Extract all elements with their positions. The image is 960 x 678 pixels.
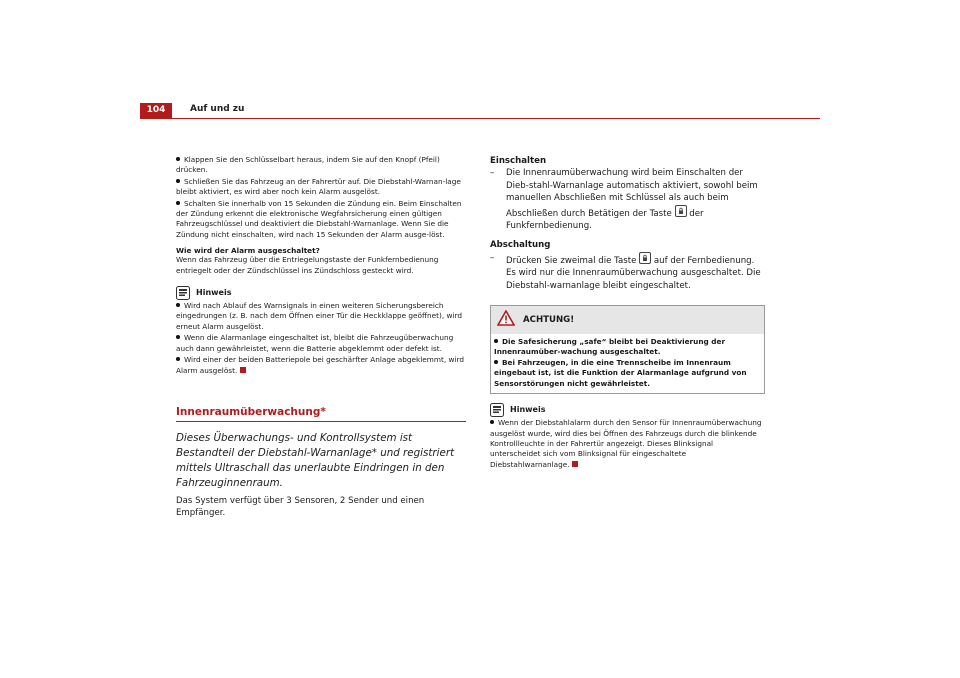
list-item: Wird einer der beiden Batteriepole bei geschärfter Anlage abgeklemmt, wird Alarm ausgelöst. (176, 355, 464, 375)
warning-header (491, 306, 764, 334)
bullet-icon (176, 357, 180, 361)
list-item: Schließen Sie das Fahrzeug an der Fahrertür auf. Die Diebstahl-Warnan-lage bleibt aktiviert, es wird aber noch kein Alarm ausgelöst. (176, 176, 461, 197)
bullet-icon (176, 157, 180, 161)
lock-key-icon (639, 252, 651, 264)
question-text: Wenn das Fahrzeug über die Entriegelungstaste der Funkfernbedienung entriegelt oder der Zündschlüssel ins Zündschloss gesteckt wird. (176, 255, 439, 275)
list-item: – Die Innenraumüberwachung wird beim Einschalten der Dieb-stahl-Warnanlage automatisch aktiviert, sowohl beim manuellen Abschließen mit Schlüssel als auch beim Abschließen durch Betätigen der Taste der Funkfernbedienung. (490, 168, 758, 232)
lock-key-icon (675, 205, 687, 217)
list-item: Klappen Sie den Schlüsselbart heraus, indem Sie auf den Knopf (Pfeil) drücken. (176, 155, 440, 175)
note-header (176, 285, 466, 299)
note-header (490, 402, 765, 416)
warning-label: ACHTUNG! (523, 315, 575, 326)
warning-box (490, 305, 765, 394)
list-item: Schalten Sie innerhalb von 15 Sekunden die Zündung ein. Beim Einschalten der Zündung erkennt die elektronische Wegfahrsicherung einen gültigen Fahrzeugschlüssel und deaktiviert die Diebstahl-Warnanlage. Wenn Sie die Zündung nicht einschalten, wird nach 15 Sekunden der Alarm ausge-löst. (176, 198, 462, 239)
header-title: Auf und zu (190, 104, 245, 114)
body-text: Das System verfügt über 3 Sensoren, 2 Sender und einen Empfänger. (176, 495, 425, 519)
section-title: Innenraumüberwachung* (176, 405, 326, 418)
list-item: Die Safesicherung „safe“ bleibt bei Deaktivierung der Innenraumüber-wachung ausgeschaltet. (494, 337, 726, 357)
bullet-icon (176, 303, 180, 307)
section-rule (176, 421, 466, 422)
list-item: Bei Fahrzeugen, in die eine Trennscheibe im Innenraum eingebaut ist, ist die Funktion der Alarmanlage aufgrund von Sensorstörungen nicht gewährleistet. (494, 357, 747, 388)
bullet-icon (176, 179, 180, 183)
on-heading: Einschalten (490, 156, 547, 166)
bullet-icon (176, 201, 180, 205)
list-item: – Drücken Sie zweimal die Taste auf der Fernbedienung. Es wird nur die Innenraumüberwachung ausgeschaltet. Die Diebstahl-warnanlage bleibt eingeschaltet. (490, 252, 761, 291)
question-heading: Wie wird der Alarm ausgeschaltet? (176, 246, 320, 256)
bullet-icon (494, 339, 498, 343)
section-intro: Dieses Überwachungs- und Kontrollsystem ist Bestandteil der Diebstahl-Warnanlage* und registriert mittels Ultraschall das unerlaubte Eindringen in den Fahrzeuginnenraum. (176, 431, 455, 489)
list-item: Wird nach Ablauf des Warnsignals in einen weiteren Sicherungsbereich eingedrungen (z. B. nach dem Öffnen einer Tür die Heckklappe geöffnet), wird erneut Alarm ausgelöst. (176, 301, 462, 331)
note-label: Hinweis (510, 404, 546, 414)
right-column (490, 155, 765, 471)
list-item: Wenn der Diebstahlalarm durch den Sensor für Innenraumüberwachung ausgelöst wurde, wird dies bei Öffnen des Fahrzeugs durch die blinkende Kontrollleuchte in der Fahrertür angezeigt. Dieses Blinksignal unterscheidet sich vom Blinksignal für eingeschaltete Diebstahlwarnanlage. (490, 418, 762, 469)
bullet-icon (494, 360, 498, 364)
info-icon (176, 285, 190, 299)
warning-icon (497, 310, 515, 330)
off-heading: Abschaltung (490, 240, 551, 251)
page-number: 104 (140, 103, 172, 118)
bullet-icon (176, 335, 180, 339)
header-rule (140, 118, 820, 119)
info-icon (490, 402, 504, 416)
list-item: Wenn die Alarmanlage eingeschaltet ist, bleibt die Fahrzeugüberwachung auch dann gewährleistet, wenn die Batterie abgeklemmt oder defekt ist. (176, 333, 454, 353)
bullet-icon (490, 420, 494, 424)
end-mark-icon (572, 461, 578, 467)
warning-body (491, 334, 764, 393)
end-mark-icon (240, 367, 246, 373)
left-column (176, 155, 466, 520)
note-label: Hinweis (196, 287, 232, 297)
